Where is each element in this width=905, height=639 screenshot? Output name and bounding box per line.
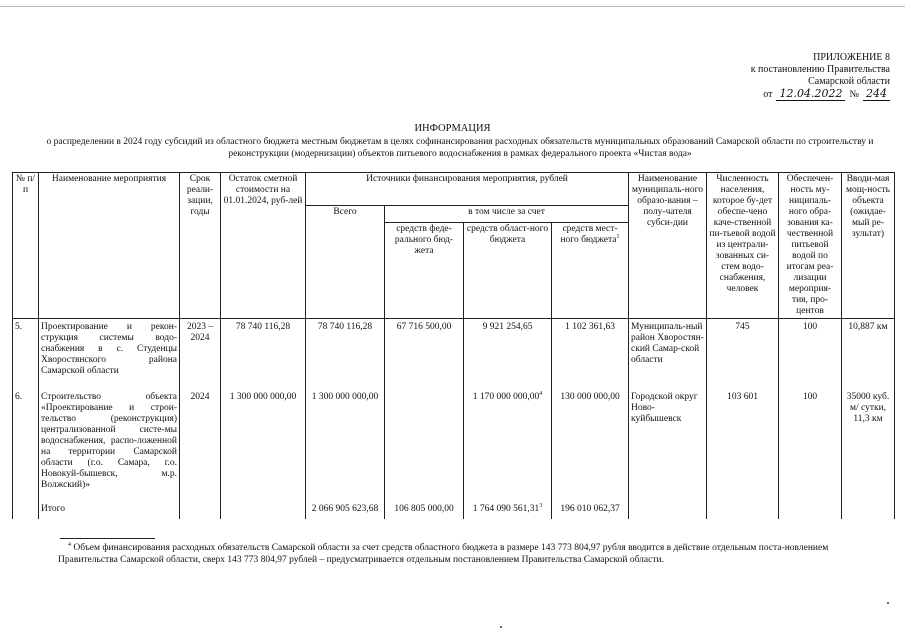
appendix-line3: Самарской области [808,76,890,87]
handwritten-date: 12.04.2022 [776,88,845,101]
row5-federal: 67 716 500,00 [385,319,464,392]
totals-federal: 106 805 000,00 [385,503,464,519]
row5-capacity: 10,887 км [842,319,895,392]
appendix-date-line [700,88,890,101]
header-name: Наименование мероприятия [39,173,180,319]
totals-municipality-cell [629,503,707,519]
header-sources: Источники финансирования мероприятия, рублей [306,173,629,206]
appendix-block [700,52,890,101]
row6-local: 130 000 000,00 [552,391,629,503]
scan-speck [500,626,502,628]
header-local-sup: 1 [616,233,620,240]
table-row [13,319,895,392]
footnote [58,542,888,566]
header-capacity: Вводи-мая мощ-ность объекта (ожидае-мый ре-зультат) [842,173,895,319]
totals-regional-sup: 3 [539,502,543,509]
document-title: ИНФОРМАЦИЯ [414,123,491,134]
subsidy-table [12,172,895,519]
totals-regional [464,503,552,519]
row5-num: 5. [13,319,39,392]
totals-num-cell [13,503,39,519]
table-row [13,391,895,503]
number-sign: № [849,89,859,100]
totals-population-cell [707,503,779,519]
header-federal: средств феде-рального бюд-жета [385,223,464,319]
top-scan-border [0,6,905,7]
appendix-line1: ПРИЛОЖЕНИЕ 8 [813,52,890,63]
header-local-text: средств мест-ного бюджета [560,224,618,245]
row6-total: 1 300 000 000,00 [306,391,385,503]
totals-local: 196 010 062,37 [552,503,629,519]
totals-total: 2 066 905 623,68 [306,503,385,519]
header-including: в том числе за счет [385,206,629,223]
header-local [552,223,629,319]
row6-regional [464,391,552,503]
row6-provision: 100 [779,391,842,503]
totals-regional-value: 1 764 090 561,31 [472,504,540,514]
row6-capacity: 35000 куб. м/ сутки, 11,3 км [842,391,895,503]
totals-capacity-cell [842,503,895,519]
totals-remainder-cell [221,503,306,519]
row6-population: 103 601 [707,391,779,503]
row5-name: Проектирование и рекон-струкция системы водо-снабжения в с. Студенцы Хворостянского района Самарской области [39,319,180,392]
header-regional: средств област-ного бюджета [464,223,552,319]
row5-regional [464,319,552,392]
row6-num: 6. [13,391,39,503]
header-municipality: Наименование муниципаль-ного образо-вания – полу-чателя субси-дии [629,173,707,319]
document-subtitle: о распределении в 2024 году субсидий из областного бюджета местным бюджетам в целях софинансирования расходных обязательств муниципальных образований Самарской области по строительству и реконструкции (модернизации) объектов питьевого водоснабжения в рамках федерального проекта «Чистая вода» [46,137,874,159]
row6-remainder: 1 300 000 000,00 [221,391,306,503]
row6-name: Строительство объекта «Проектирование и строи-тельство (реконструкция) централизованной систе-мы водоснабжения, распо-ложенной на территории Самарской области (г.о. Самара, г.о. Новокуй-бышевск, м.р. Волжский)» [39,391,180,503]
row5-municipality: Муниципаль-ный район Хворостян-ский Самар-ской области [629,319,707,392]
totals-term-cell [180,503,221,519]
totals-row [13,503,895,519]
header-term: Срок реали-зации, годы [180,173,221,319]
header-population: Численность населения, которое бу-дет обеспе-чено каче-ственной пи-тьевой водой из централи-зованных си-стем водо-снабжения, человек [707,173,779,319]
header-remainder: Остаток сметной стоимости на 01.01.2024, руб-лей [221,173,306,319]
row6-municipality: Городской округ Ново-куйбышевск [629,391,707,503]
footnote-sup: 4 [68,541,71,548]
totals-provision-cell [779,503,842,519]
footnote-text: Объем финансирования расходных обязательств Самарской области за счет средств областного бюджета в размере 143 773 804,97 рубля вводится в действие отдельным поста-новлением Правительства Самарской области, сверх 143 773 804,97 рублей – предусматривается отдельным постановлением Правительства Самарской области. [58,543,829,565]
header-row-1 [13,173,895,206]
row5-total: 78 740 116,28 [306,319,385,392]
header-num: № п/п [13,173,39,319]
date-prefix: от [763,89,773,100]
row5-local: 1 102 361,63 [552,319,629,392]
row6-federal [385,391,464,503]
scan-speck [887,602,889,604]
row6-regional-sup: 4 [539,390,543,397]
appendix-line2: к постановлению Правительства [750,64,890,75]
row6-term: 2024 [180,391,221,503]
footnote-rule [60,538,155,539]
row5-population: 745 [707,319,779,392]
row5-regional-value: 9 921 254,65 [482,322,533,332]
handwritten-number: 244 [863,88,890,101]
row6-regional-value: 1 170 000 000,00 [472,392,540,402]
totals-label: Итого [39,503,180,519]
header-provision: Обеспечен-ность му-ниципаль-ного обра-зования ка-чественной питьевой водой по итогам реа-лизации мероприя-тия, про-центов [779,173,842,319]
row5-term: 2023 – 2024 [180,319,221,392]
header-total: Всего [306,206,385,319]
row5-provision: 100 [779,319,842,392]
row5-remainder: 78 740 116,28 [221,319,306,392]
